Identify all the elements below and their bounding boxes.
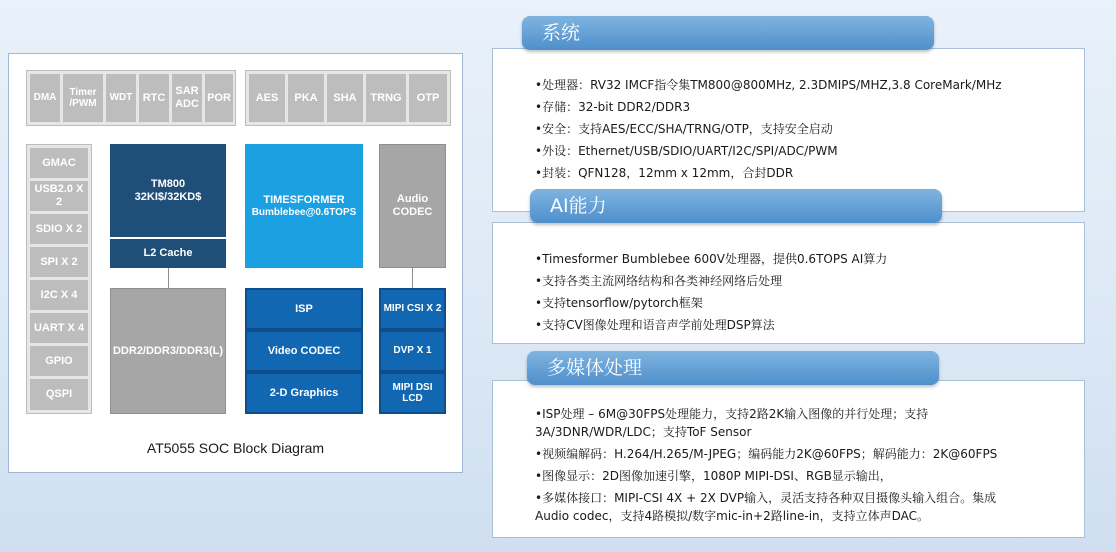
dvp-block: DVP X 1 [381,332,444,370]
list-item: •封装：QFN128，12mm x 12mm，合封DDR [535,166,794,180]
gpio-block: GPIO [30,346,88,376]
list-item: •图像显示：2D图像加速引擎，1080P MIPI-DSI、RGB显示输出， [535,469,892,483]
l2-cache-block: L2 Cache [110,238,226,268]
list-item: •存储：32-bit DDR2/DDR3 [535,100,691,114]
npu-name: TIMESFORMER [263,193,345,206]
list-item [535,487,997,525]
codec-label: CODEC [392,206,433,218]
diagram-title: AT5055 SOC Block Diagram [146,440,325,456]
adc-label: ADC [175,98,199,110]
security-group [245,70,451,126]
pwm-label: /PWM [69,98,97,109]
mipi-dsi-label: MIPI DSI [392,381,433,393]
npu-spec: Bumblebee@0.6TOPS [251,206,357,218]
i2c-block: I2C X 4 [30,280,88,310]
ddr-memory-block: DDR2/DDR3/DDR3(L) [110,288,226,414]
wdt-block: WDT [106,74,136,122]
system-panel [492,48,1085,212]
mipi-dsi-lcd-block [381,374,444,412]
list-item [535,405,997,441]
ai-section-title: AI能力 [530,189,942,223]
list-item: •支持各类主流网络结构和各类神经网络后处理 [535,274,783,288]
cpu-cache-spec: 32KI$/32KD$ [134,190,202,203]
interface-group [379,288,446,414]
pka-block: PKA [288,74,324,122]
list-item: •处理器：RV32 IMCF指令集TM800@800MHz, 2.3DMIPS/MHZ,3.8 CoreMark/MHz [535,78,1002,92]
list-item: •Timesformer Bumblebee 600V处理器，提供0.6TOPS AI算力 [535,252,888,266]
por-block: POR [205,74,233,122]
media-group [245,288,363,414]
multimedia-section-title: 多媒体处理 [527,351,939,385]
connector-line [168,268,169,288]
npu-block [245,144,363,268]
sdio-block: SDIO X 2 [30,214,88,244]
sar-adc-block [172,74,202,122]
multimedia-panel [492,380,1085,538]
list-item: •支持tensorflow/pytorch框架 [535,296,703,310]
system-list [535,74,1002,184]
timer-label: Timer [69,86,97,98]
timer-pwm-block [63,74,103,122]
ai-panel [492,222,1085,344]
audio-codec-block [379,144,446,268]
top-peripheral-group [26,70,236,126]
list-item: •视频编解码：H.264/H.265/M-JPEG；编码能力2K@60FPS；解码能力：2K@60FPS [535,447,998,461]
mipi-csi-block: MIPI CSI X 2 [381,290,444,328]
list-item: •安全：支持AES/ECC/SHA/TRNG/OTP，支持安全启动 [535,122,833,136]
usb-block: USB2.0 X 2 [30,181,88,211]
dma-block: DMA [30,74,60,122]
trng-block: TRNG [366,74,406,122]
lcd-label: LCD [402,393,423,404]
list-item-text: •ISP处理 – 6M@30FPS处理能力，支持2路2K输入图像的并行处理；支持 3A/3DNR/WDR/LDC；支持ToF Sensor [535,407,929,439]
otp-block: OTP [409,74,447,122]
audio-label: Audio [396,193,429,206]
ai-list [535,248,887,336]
list-item: •支持CV图像处理和语音声学前处理DSP算法 [535,318,775,332]
uart-block: UART X 4 [30,313,88,343]
soc-block-diagram [8,53,463,473]
gmac-block: GMAC [30,148,88,178]
sar-label: SAR [175,85,199,98]
sha-block: SHA [327,74,363,122]
list-item: •外设：Ethernet/USB/SDIO/UART/I2C/SPI/ADC/PWM [535,144,838,158]
multimedia-list [535,405,997,525]
cpu-name: TM800 [150,177,186,190]
connector-line [412,268,413,288]
rtc-block: RTC [139,74,169,122]
spi-block: SPI X 2 [30,247,88,277]
system-section-title: 系统 [522,16,934,50]
isp-block: ISP [247,290,361,328]
video-codec-block: Video CODEC [247,332,361,370]
qspi-block: QSPI [30,379,88,410]
list-item-text: •多媒体接口：MIPI-CSI 4X + 2X DVP输入，灵活支持各种双目摄像头输入组合。集成 Audio codec，支持4路模拟/数字mic-in+2路line-in，支持立体声DAC。 [535,491,997,523]
aes-block: AES [249,74,285,122]
2d-graphics-block: 2-D Graphics [247,374,361,412]
cpu-block [110,144,226,237]
peripheral-column [26,144,92,414]
